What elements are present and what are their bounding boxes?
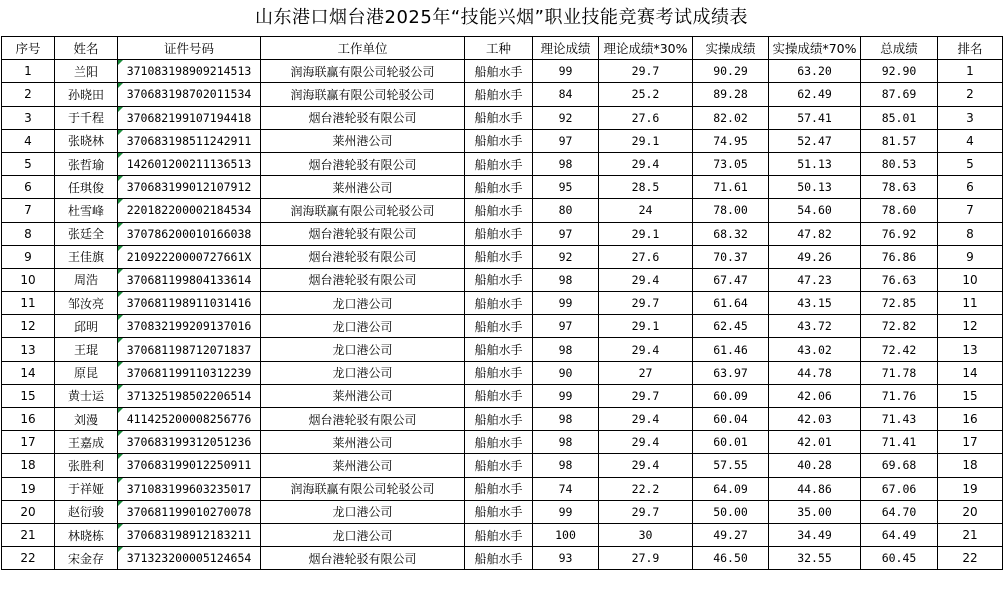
cell-name[interactable]: 张胜利 [55,454,118,477]
table-row [2,106,1003,129]
cell-name[interactable]: 原昆 [55,361,118,384]
cell-job-type[interactable]: 船舶水手 [465,477,533,500]
cell-total-score[interactable]: 64.70 [861,500,938,523]
cell-rank[interactable]: 4 [938,129,1003,152]
cell-theory-weighted[interactable]: 29.4 [599,338,693,361]
cell-id-number[interactable]: 220182200002184534 [118,199,261,222]
cell-theory-weighted[interactable]: 29.4 [599,268,693,291]
cell-id-number[interactable]: 142601200211136513 [118,152,261,175]
cell-index[interactable]: 1 [2,60,55,83]
cell-id-number[interactable]: 371083198909214513 [118,60,261,83]
cell-theory-weighted[interactable]: 30 [599,523,693,546]
cell-id-number[interactable]: 370681198911031416 [118,292,261,315]
cell-total-score[interactable]: 72.85 [861,292,938,315]
cell-practical-weighted[interactable]: 44.78 [769,361,861,384]
table-row [2,222,1003,245]
cell-practical-score[interactable]: 73.05 [693,152,769,175]
cell-name[interactable]: 刘漫 [55,408,118,431]
cell-index[interactable]: 11 [2,292,55,315]
cell-theory-weighted[interactable]: 29.1 [599,129,693,152]
cell-work-unit[interactable]: 龙口港公司 [261,292,465,315]
cell-theory-weighted[interactable]: 27 [599,361,693,384]
cell-practical-weighted[interactable]: 49.26 [769,245,861,268]
cell-rank[interactable]: 6 [938,176,1003,199]
cell-practical-score[interactable]: 49.27 [693,523,769,546]
cell-index[interactable]: 4 [2,129,55,152]
cell-index[interactable]: 6 [2,176,55,199]
cell-total-score[interactable]: 87.69 [861,83,938,106]
cell-work-unit[interactable]: 烟台港轮驳有限公司 [261,222,465,245]
cell-practical-weighted[interactable]: 43.02 [769,338,861,361]
cell-total-score[interactable]: 71.43 [861,408,938,431]
cell-practical-score[interactable]: 61.64 [693,292,769,315]
cell-practical-score[interactable]: 71.61 [693,176,769,199]
cell-practical-weighted[interactable]: 32.55 [769,547,861,570]
table-row [2,315,1003,338]
cell-practical-weighted[interactable]: 54.60 [769,199,861,222]
cell-name[interactable]: 孙晓田 [55,83,118,106]
table-row [2,268,1003,291]
cell-theory-score[interactable]: 98 [533,431,599,454]
cell-name[interactable]: 张晓林 [55,129,118,152]
cell-index[interactable]: 2 [2,83,55,106]
cell-job-type[interactable]: 船舶水手 [465,106,533,129]
cell-id-number[interactable]: 370682199107194418 [118,106,261,129]
cell-total-score[interactable]: 80.53 [861,152,938,175]
cell-name[interactable]: 黄士运 [55,384,118,407]
cell-rank[interactable]: 11 [938,292,1003,315]
cell-practical-score[interactable]: 50.00 [693,500,769,523]
cell-rank[interactable]: 14 [938,361,1003,384]
header-row [2,37,1003,60]
table-row [2,176,1003,199]
cell-work-unit[interactable]: 莱州港公司 [261,176,465,199]
cell-total-score[interactable]: 69.68 [861,454,938,477]
cell-job-type[interactable]: 船舶水手 [465,292,533,315]
cell-job-type[interactable]: 船舶水手 [465,384,533,407]
cell-practical-weighted[interactable]: 52.47 [769,129,861,152]
cell-name[interactable]: 周浩 [55,268,118,291]
cell-work-unit[interactable]: 龙口港公司 [261,361,465,384]
cell-rank[interactable]: 19 [938,477,1003,500]
cell-theory-weighted[interactable]: 28.5 [599,176,693,199]
cell-index[interactable]: 14 [2,361,55,384]
cell-practical-score[interactable]: 64.09 [693,477,769,500]
cell-id-number[interactable]: 370683199012107912 [118,176,261,199]
cell-job-type[interactable]: 船舶水手 [465,338,533,361]
cell-job-type[interactable]: 船舶水手 [465,431,533,454]
cell-theory-score[interactable]: 95 [533,176,599,199]
cell-total-score[interactable]: 76.63 [861,268,938,291]
cell-work-unit[interactable]: 润海联赢有限公司轮驳公司 [261,60,465,83]
table-row [2,338,1003,361]
cell-practical-weighted[interactable]: 50.13 [769,176,861,199]
cell-practical-score[interactable]: 63.97 [693,361,769,384]
cell-name[interactable]: 宋金存 [55,547,118,570]
table-row [2,292,1003,315]
cell-job-type[interactable]: 船舶水手 [465,454,533,477]
cell-total-score[interactable]: 64.49 [861,523,938,546]
cell-rank[interactable]: 10 [938,268,1003,291]
cell-work-unit[interactable]: 龙口港公司 [261,338,465,361]
table-body [2,60,1003,570]
cell-practical-score[interactable]: 62.45 [693,315,769,338]
cell-total-score[interactable]: 92.90 [861,60,938,83]
cell-theory-weighted[interactable]: 29.4 [599,454,693,477]
cell-job-type[interactable]: 船舶水手 [465,199,533,222]
cell-practical-score[interactable]: 74.95 [693,129,769,152]
cell-name[interactable]: 兰阳 [55,60,118,83]
cell-job-type[interactable]: 船舶水手 [465,315,533,338]
cell-rank[interactable]: 20 [938,500,1003,523]
cell-practical-weighted[interactable]: 34.49 [769,523,861,546]
cell-theory-score[interactable]: 99 [533,500,599,523]
cell-theory-score[interactable]: 84 [533,83,599,106]
cell-id-number[interactable]: 370681199804133614 [118,268,261,291]
cell-practical-score[interactable]: 89.28 [693,83,769,106]
cell-work-unit[interactable]: 润海联赢有限公司轮驳公司 [261,83,465,106]
cell-total-score[interactable]: 78.60 [861,199,938,222]
cell-theory-weighted[interactable]: 25.2 [599,83,693,106]
results-table [1,36,1003,570]
cell-work-unit[interactable]: 莱州港公司 [261,129,465,152]
cell-index[interactable]: 12 [2,315,55,338]
cell-theory-score[interactable]: 74 [533,477,599,500]
cell-job-type[interactable]: 船舶水手 [465,523,533,546]
cell-id-number[interactable]: 370681199110312239 [118,361,261,384]
cell-theory-score[interactable]: 98 [533,454,599,477]
cell-theory-score[interactable]: 97 [533,315,599,338]
cell-name[interactable]: 邹汝亮 [55,292,118,315]
cell-total-score[interactable]: 72.82 [861,315,938,338]
cell-id-number[interactable]: 370683198511242911 [118,129,261,152]
cell-index[interactable]: 13 [2,338,55,361]
cell-practical-weighted[interactable]: 40.28 [769,454,861,477]
cell-index[interactable]: 15 [2,384,55,407]
cell-name[interactable]: 于千程 [55,106,118,129]
cell-theory-score[interactable]: 93 [533,547,599,570]
cell-name[interactable]: 林晓栋 [55,523,118,546]
cell-total-score[interactable]: 60.45 [861,547,938,570]
cell-name[interactable]: 王嘉成 [55,431,118,454]
cell-index[interactable]: 20 [2,500,55,523]
cell-work-unit[interactable]: 龙口港公司 [261,523,465,546]
cell-total-score[interactable]: 71.76 [861,384,938,407]
cell-id-number[interactable]: 370832199209137016 [118,315,261,338]
cell-practical-score[interactable]: 61.46 [693,338,769,361]
cell-id-number[interactable]: 370683198702011534 [118,83,261,106]
table-row [2,454,1003,477]
cell-total-score[interactable]: 76.92 [861,222,938,245]
header-cell[interactable]: 证件号码 [118,37,261,60]
cell-work-unit[interactable]: 烟台港轮驳有限公司 [261,268,465,291]
cell-rank[interactable]: 21 [938,523,1003,546]
cell-practical-weighted[interactable]: 47.82 [769,222,861,245]
header-cell[interactable]: 理论成绩*30% [599,37,693,60]
cell-work-unit[interactable]: 莱州港公司 [261,431,465,454]
table-row [2,523,1003,546]
cell-practical-score[interactable]: 68.32 [693,222,769,245]
cell-id-number[interactable]: 370681199010270078 [118,500,261,523]
cell-total-score[interactable]: 72.42 [861,338,938,361]
cell-practical-score[interactable]: 70.37 [693,245,769,268]
cell-theory-weighted[interactable]: 27.9 [599,547,693,570]
cell-job-type[interactable]: 船舶水手 [465,408,533,431]
cell-theory-weighted[interactable]: 29.4 [599,408,693,431]
cell-practical-weighted[interactable]: 43.15 [769,292,861,315]
cell-theory-weighted[interactable]: 29.4 [599,431,693,454]
cell-theory-score[interactable]: 98 [533,338,599,361]
cell-id-number[interactable]: 370683198912183211 [118,523,261,546]
cell-theory-weighted[interactable]: 29.7 [599,500,693,523]
cell-practical-score[interactable]: 78.00 [693,199,769,222]
cell-rank[interactable]: 1 [938,60,1003,83]
cell-theory-score[interactable]: 92 [533,106,599,129]
cell-job-type[interactable]: 船舶水手 [465,547,533,570]
cell-theory-score[interactable]: 100 [533,523,599,546]
table-row [2,477,1003,500]
cell-name[interactable]: 于祥娅 [55,477,118,500]
cell-practical-weighted[interactable]: 42.06 [769,384,861,407]
cell-theory-weighted[interactable]: 29.1 [599,315,693,338]
cell-id-number[interactable]: 371083199603235017 [118,477,261,500]
cell-name[interactable]: 王琨 [55,338,118,361]
table-row [2,60,1003,83]
header-cell[interactable]: 实操成绩 [693,37,769,60]
cell-rank[interactable]: 8 [938,222,1003,245]
cell-index[interactable]: 7 [2,199,55,222]
cell-id-number[interactable]: 370683199012250911 [118,454,261,477]
cell-theory-weighted[interactable]: 24 [599,199,693,222]
cell-total-score[interactable]: 76.86 [861,245,938,268]
cell-index[interactable]: 8 [2,222,55,245]
cell-work-unit[interactable]: 烟台港轮驳有限公司 [261,408,465,431]
cell-rank[interactable]: 13 [938,338,1003,361]
table-row [2,547,1003,570]
cell-name[interactable]: 赵衍骏 [55,500,118,523]
cell-theory-score[interactable]: 99 [533,384,599,407]
cell-practical-weighted[interactable]: 51.13 [769,152,861,175]
table-row [2,361,1003,384]
cell-job-type[interactable]: 船舶水手 [465,268,533,291]
cell-practical-weighted[interactable]: 47.23 [769,268,861,291]
cell-id-number[interactable]: 21092220000727661X [118,245,261,268]
sheet-title: 山东港口烟台港2025年“技能兴烟”职业技能竞赛考试成绩表 [255,7,748,28]
cell-theory-score[interactable]: 98 [533,408,599,431]
cell-rank[interactable]: 7 [938,199,1003,222]
cell-rank[interactable]: 9 [938,245,1003,268]
cell-index[interactable]: 5 [2,152,55,175]
cell-job-type[interactable]: 船舶水手 [465,176,533,199]
table-row [2,245,1003,268]
cell-job-type[interactable]: 船舶水手 [465,83,533,106]
cell-name[interactable]: 杜雪峰 [55,199,118,222]
cell-practical-weighted[interactable]: 43.72 [769,315,861,338]
cell-practical-score[interactable]: 90.29 [693,60,769,83]
cell-practical-weighted[interactable]: 63.20 [769,60,861,83]
header-cell[interactable]: 排名 [938,37,1003,60]
table-row [2,500,1003,523]
cell-id-number[interactable]: 370681198712071837 [118,338,261,361]
header-cell[interactable]: 工种 [465,37,533,60]
table-row [2,408,1003,431]
cell-practical-weighted[interactable]: 42.03 [769,408,861,431]
cell-total-score[interactable]: 85.01 [861,106,938,129]
cell-theory-weighted[interactable]: 27.6 [599,106,693,129]
cell-rank[interactable]: 3 [938,106,1003,129]
cell-index[interactable]: 3 [2,106,55,129]
cell-total-score[interactable]: 71.78 [861,361,938,384]
cell-index[interactable]: 18 [2,454,55,477]
cell-name[interactable]: 邱明 [55,315,118,338]
header-cell[interactable]: 总成绩 [861,37,938,60]
cell-id-number[interactable]: 371323200005124654 [118,547,261,570]
cell-theory-weighted[interactable]: 29.1 [599,222,693,245]
cell-theory-score[interactable]: 98 [533,152,599,175]
cell-index[interactable]: 10 [2,268,55,291]
header-cell[interactable]: 实操成绩*70% [769,37,861,60]
cell-practical-weighted[interactable]: 44.86 [769,477,861,500]
cell-job-type[interactable]: 船舶水手 [465,60,533,83]
cell-name[interactable]: 王佳旗 [55,245,118,268]
cell-job-type[interactable]: 船舶水手 [465,361,533,384]
table-row [2,152,1003,175]
cell-practical-score[interactable]: 57.55 [693,454,769,477]
cell-work-unit[interactable]: 莱州港公司 [261,454,465,477]
cell-rank[interactable]: 12 [938,315,1003,338]
cell-theory-score[interactable]: 99 [533,60,599,83]
cell-rank[interactable]: 16 [938,408,1003,431]
cell-theory-score[interactable]: 99 [533,292,599,315]
cell-job-type[interactable]: 船舶水手 [465,500,533,523]
table-row [2,431,1003,454]
cell-practical-score[interactable]: 67.47 [693,268,769,291]
cell-theory-score[interactable]: 92 [533,245,599,268]
cell-theory-weighted[interactable]: 29.7 [599,292,693,315]
header-cell[interactable]: 工作单位 [261,37,465,60]
cell-work-unit[interactable]: 润海联赢有限公司轮驳公司 [261,477,465,500]
cell-theory-score[interactable]: 90 [533,361,599,384]
table-row [2,384,1003,407]
header-cell[interactable]: 序号 [2,37,55,60]
cell-index[interactable]: 17 [2,431,55,454]
cell-rank[interactable]: 2 [938,83,1003,106]
cell-practical-weighted[interactable]: 62.49 [769,83,861,106]
cell-name[interactable]: 任琪俊 [55,176,118,199]
cell-index[interactable]: 21 [2,523,55,546]
cell-theory-score[interactable]: 97 [533,222,599,245]
cell-id-number[interactable]: 411425200008256776 [118,408,261,431]
cell-rank[interactable]: 17 [938,431,1003,454]
table-row [2,83,1003,106]
cell-total-score[interactable]: 67.06 [861,477,938,500]
cell-index[interactable]: 22 [2,547,55,570]
cell-rank[interactable]: 18 [938,454,1003,477]
cell-index[interactable]: 19 [2,477,55,500]
cell-id-number[interactable]: 371325198502206514 [118,384,261,407]
cell-total-score[interactable]: 78.63 [861,176,938,199]
cell-practical-score[interactable]: 60.01 [693,431,769,454]
cell-practical-score[interactable]: 60.04 [693,408,769,431]
cell-name[interactable]: 张哲瑜 [55,152,118,175]
cell-theory-score[interactable]: 97 [533,129,599,152]
cell-rank[interactable]: 22 [938,547,1003,570]
cell-name[interactable]: 张廷全 [55,222,118,245]
cell-theory-weighted[interactable]: 27.6 [599,245,693,268]
cell-work-unit[interactable]: 烟台港轮驳有限公司 [261,547,465,570]
cell-practical-weighted[interactable]: 35.00 [769,500,861,523]
table-row [2,129,1003,152]
cell-work-unit[interactable]: 润海联赢有限公司轮驳公司 [261,199,465,222]
cell-practical-score[interactable]: 60.09 [693,384,769,407]
cell-rank[interactable]: 5 [938,152,1003,175]
cell-work-unit[interactable]: 烟台港轮驳有限公司 [261,106,465,129]
cell-practical-score[interactable]: 82.02 [693,106,769,129]
cell-theory-weighted[interactable]: 29.7 [599,60,693,83]
cell-practical-weighted[interactable]: 42.01 [769,431,861,454]
cell-work-unit[interactable]: 莱州港公司 [261,384,465,407]
cell-job-type[interactable]: 船舶水手 [465,245,533,268]
header-cell[interactable]: 理论成绩 [533,37,599,60]
cell-theory-weighted[interactable]: 22.2 [599,477,693,500]
cell-work-unit[interactable]: 烟台港轮驳有限公司 [261,245,465,268]
cell-practical-score[interactable]: 46.50 [693,547,769,570]
cell-id-number[interactable]: 370786200010166038 [118,222,261,245]
cell-work-unit[interactable]: 龙口港公司 [261,315,465,338]
cell-rank[interactable]: 15 [938,384,1003,407]
cell-work-unit[interactable]: 烟台港轮驳有限公司 [261,152,465,175]
cell-job-type[interactable]: 船舶水手 [465,222,533,245]
cell-work-unit[interactable]: 龙口港公司 [261,500,465,523]
cell-total-score[interactable]: 71.41 [861,431,938,454]
cell-job-type[interactable]: 船舶水手 [465,152,533,175]
cell-theory-score[interactable]: 98 [533,268,599,291]
cell-index[interactable]: 9 [2,245,55,268]
table-row [2,199,1003,222]
cell-index[interactable]: 16 [2,408,55,431]
cell-theory-weighted[interactable]: 29.4 [599,152,693,175]
cell-id-number[interactable]: 370683199312051236 [118,431,261,454]
cell-practical-weighted[interactable]: 57.41 [769,106,861,129]
header-cell[interactable]: 姓名 [55,37,118,60]
cell-total-score[interactable]: 81.57 [861,129,938,152]
cell-theory-score[interactable]: 80 [533,199,599,222]
cell-job-type[interactable]: 船舶水手 [465,129,533,152]
cell-theory-weighted[interactable]: 29.7 [599,384,693,407]
